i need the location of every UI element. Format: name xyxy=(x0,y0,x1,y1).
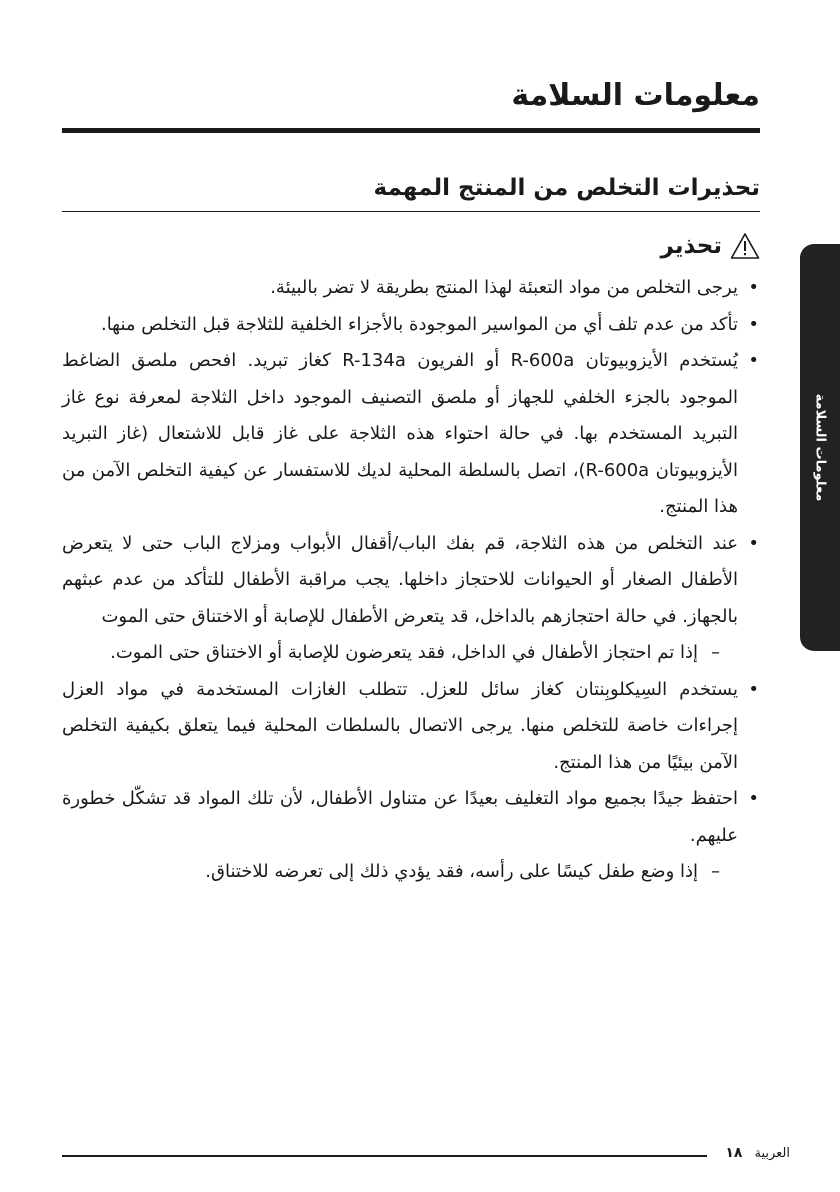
bullet-list-item xyxy=(62,781,760,854)
footer-language: العربية xyxy=(754,1145,790,1161)
sub-list-item xyxy=(62,854,760,891)
bullet-marker: • xyxy=(748,350,759,371)
page-title: معلومات السلامة xyxy=(511,78,760,113)
bullet-marker: • xyxy=(748,788,759,809)
dash-marker: – xyxy=(711,642,720,663)
title-divider xyxy=(62,128,760,133)
bullet-list-item xyxy=(62,307,760,344)
warning-heading xyxy=(661,229,760,263)
bullet-marker: • xyxy=(748,313,759,335)
bullet-list-item xyxy=(62,526,760,636)
side-tab[interactable] xyxy=(800,244,840,651)
dash-marker: – xyxy=(711,861,720,882)
bullet-marker: • xyxy=(748,532,759,554)
list-item-text: احتفظ جيدًا بجميع مواد التغليف بعيدًا عن متناول الأطفال، لأن تلك المواد قد تشكّل خطورة عليهم. xyxy=(62,788,738,846)
warning-label: تحذير xyxy=(660,233,722,259)
list-item-text: يستخدم السِيكلوبِنتان كغاز سائل للعزل. تتطلب الغازات المستخدمة في مواد العزل إجراءات خاصة للتخلص منها. يرجى الاتصال بالسلطات المحلية فيما يتعلق بكيفية التخلص الآمن بيئيًا من هذا المنتج. xyxy=(62,678,738,773)
footer-divider xyxy=(62,1155,707,1157)
section-title: تحذيرات التخلص من المنتج المهمة xyxy=(373,175,760,201)
sub-list-item xyxy=(62,635,760,672)
page-footer xyxy=(725,1145,790,1161)
bullet-list-item xyxy=(62,343,760,526)
warning-list xyxy=(62,270,760,891)
list-item-text: إذا تم احتجاز الأطفال في الداخل، فقد يتعرضون للإصابة أو الاختناق حتى الموت. xyxy=(110,642,698,663)
list-item-text: عند التخلص من هذه الثلاجة، قم بفك الباب/أقفال الأبواب ومزلاج الباب حتى لا يتعرض الأطفال الصغار أو الحيوانات للاحتجاز داخلها. يجب مراقبة الأطفال للتأكد من عدم عبثهم بالجهاز. في حالة احتجازهم بالداخل، قد يتعرض الأطفال للإصابة أو الاختناق حتى الموت xyxy=(62,532,738,627)
page-number: ١٨ xyxy=(725,1145,743,1161)
list-item-text: يُستخدم الأيزوبيوتان R-600a أو الفريون R-134a كغاز تبريد. افحص ملصق الضاغط الموجود بالجزء الخلفي للجهاز أو ملصق التصنيف الموجود داخل الثلاجة لمعرفة نوع غاز التبريد المستخدم بها. في حالة احتواء هذه الثلاجة على غاز قابل للاشتعال (غاز التبريد الأيزوبيوتان R-600a)، اتصل بالسلطة المحلية لديك للاستفسار عن كيفية التخلص الآمن من هذا المنتج. xyxy=(62,350,738,517)
warning-triangle-icon xyxy=(730,232,760,260)
list-item-text: يرجى التخلص من مواد التعبئة لهذا المنتج بطريقة لا تضر بالبيئة. xyxy=(270,277,738,298)
side-tab-label: معلومات السلامة xyxy=(812,393,828,502)
bullet-marker: • xyxy=(748,277,759,298)
list-item-text: إذا وضع طفل كيسًا على رأسه، فقد يؤدي ذلك إلى تعرضه للاختناق. xyxy=(205,861,698,882)
bullet-list-item xyxy=(62,672,760,782)
bullet-marker: • xyxy=(748,678,759,700)
list-item-text: تأكد من عدم تلف أي من المواسير الموجودة بالأجزاء الخلفية للثلاجة قبل التخلص منها. xyxy=(100,313,738,335)
section-divider xyxy=(62,211,760,212)
bullet-list-item xyxy=(62,270,760,307)
